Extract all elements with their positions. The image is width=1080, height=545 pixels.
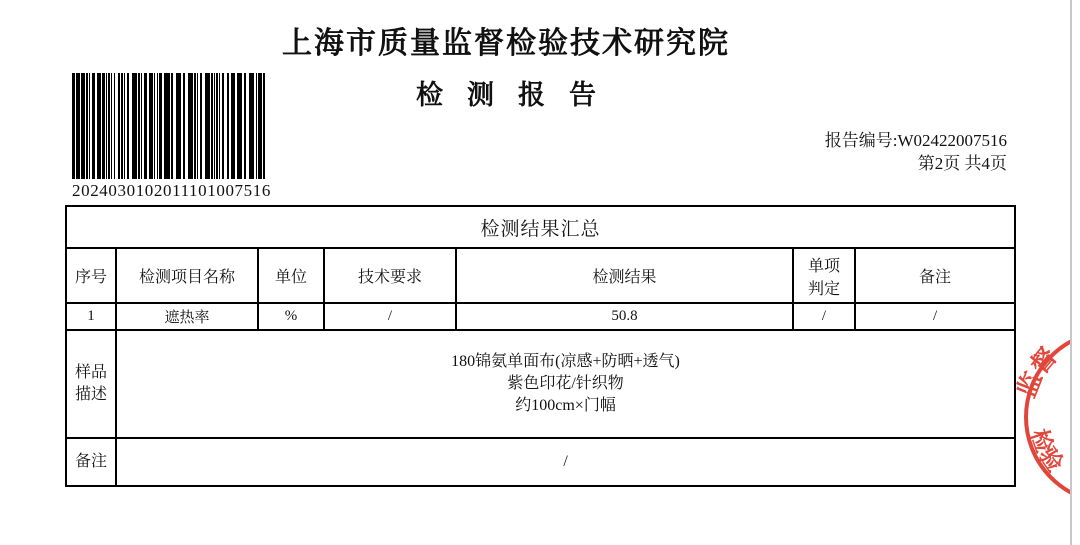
sample-description-row xyxy=(66,330,1015,438)
sample-description-content xyxy=(116,330,1015,438)
col-header-result: 检测结果 xyxy=(456,248,793,303)
cell-remark: / xyxy=(855,303,1015,330)
organization-title: 上海市质量监督检验技术研究院 xyxy=(282,27,730,60)
col-header-remark: 备注 xyxy=(855,248,1015,303)
svg-text:监督 xyxy=(1013,342,1063,401)
table-row xyxy=(66,303,1015,330)
barcode-bars xyxy=(72,73,268,179)
col-header-judgement: 单项判定 xyxy=(793,248,855,303)
sample-description-label: 样品描述 xyxy=(66,330,116,438)
col-header-requirement: 技术要求 xyxy=(324,248,456,303)
report-title: 检测报告 xyxy=(416,80,620,110)
sample-description-line: 180锦氨单面布(凉感+防晒+透气) xyxy=(451,353,680,370)
sample-description-line: 紫色印花/针织物 xyxy=(507,375,624,392)
summary-table xyxy=(65,205,1016,487)
svg-text:检验 xyxy=(1026,426,1069,476)
barcode-number: 2024030102011101007516 xyxy=(72,181,271,200)
col-header-unit: 单位 xyxy=(258,248,324,303)
cell-item: 遮热率 xyxy=(116,303,258,330)
barcode xyxy=(72,73,272,201)
report-number: 报告编号:W02422007516 xyxy=(824,131,1007,150)
cell-unit: % xyxy=(258,303,324,330)
remark-row xyxy=(66,438,1015,486)
stamp-outer-ring xyxy=(1026,331,1070,503)
page-indicator: 第2页 共4页 xyxy=(917,154,1007,173)
remark-label: 备注 xyxy=(66,438,116,486)
col-header-item: 检测项目名称 xyxy=(116,248,258,303)
stamp-arc-top-text: 监督 xyxy=(1013,343,1063,402)
stamp-arc-bottom-text: 检验 xyxy=(1025,426,1068,477)
page-edge-line xyxy=(1070,0,1072,545)
table-title: 检测结果汇总 xyxy=(66,206,1015,248)
cell-seq: 1 xyxy=(66,303,116,330)
cell-judgement: / xyxy=(793,303,855,330)
cell-requirement: / xyxy=(324,303,456,330)
remark-value: / xyxy=(116,438,1015,486)
report-meta xyxy=(600,129,1007,175)
sample-description-line: 约100cm×门幅 xyxy=(515,397,616,414)
cell-result: 50.8 xyxy=(456,303,793,330)
col-header-seq: 序号 xyxy=(66,248,116,303)
